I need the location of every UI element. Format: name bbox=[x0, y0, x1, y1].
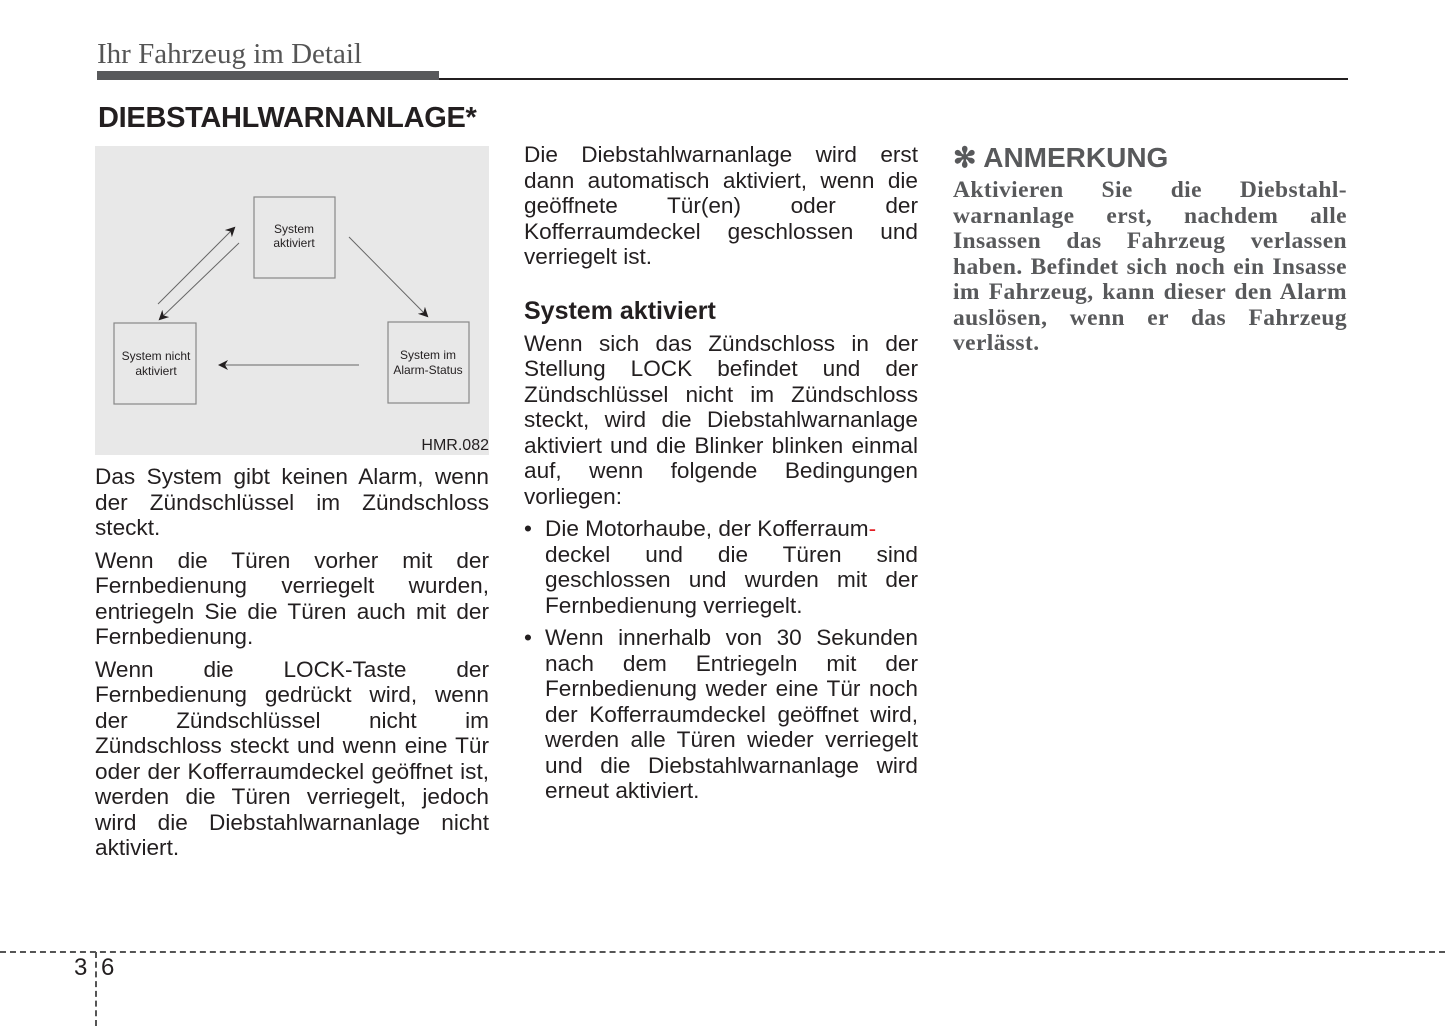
section-heading: System aktiviert bbox=[524, 296, 716, 325]
intro-paragraph: Die Diebstahlwarnanlage wird erst dann automatisch aktiviert, wenn die geöffnete Tür(en) oder der Kofferraumdeckel geschlossen und verriegelt ist. bbox=[524, 142, 918, 269]
note-heading: ✻ ANMERKUNG bbox=[953, 142, 1169, 173]
page-number: 6 bbox=[101, 954, 115, 981]
state-label: aktiviert bbox=[273, 236, 315, 250]
bullet: • bbox=[524, 625, 532, 650]
header-bar bbox=[97, 71, 439, 80]
conditions-list bbox=[524, 516, 918, 804]
arrow-to-inactive bbox=[160, 243, 239, 319]
list-item: • Die Motorhaube, der Kofferraum- deckel und die Türen sind geschlossen und wurden mit der Fernbedienung verriegelt. bbox=[524, 516, 918, 618]
state-label: Alarm-Status bbox=[393, 363, 463, 377]
asterisk-icon: ✻ bbox=[953, 142, 977, 173]
state-label: System im bbox=[399, 348, 457, 362]
footer-rule bbox=[0, 951, 1445, 953]
header-rule bbox=[439, 78, 1348, 80]
column-2 bbox=[524, 142, 918, 811]
figure-code: HMR.082 bbox=[421, 437, 489, 454]
column-1 bbox=[95, 464, 489, 868]
page-title: DIEBSTAHLWARNANLAGE* bbox=[98, 102, 477, 134]
hyphen: - bbox=[868, 516, 877, 541]
state-label: System bbox=[273, 222, 315, 236]
state-label: aktiviert bbox=[135, 364, 177, 378]
bullet: • bbox=[524, 516, 532, 541]
list-item: • Wenn innerhalb von 30 Sekunden nach dem Entriegeln mit der Fernbedienung weder eine Tür noch der Kofferraumdeckel geöffnet wird, werden alle Türen wieder verriegelt und die Diebstahlwarnanlage wird erneut aktiviert. bbox=[524, 625, 918, 803]
paragraph: Wenn die LOCK-Taste der Fernbedienung gedrückt wird, wenn der Zündschlüssel nicht im Zündschloss steckt und wenn eine Tür oder der Kofferraumdeckel geöffnet ist, werden die Türen verriegelt, jedoch wird die Diebstahlwarnanlage nicht aktiviert. bbox=[95, 656, 489, 860]
chapter-number: 3 bbox=[74, 954, 88, 981]
paragraph: Das System gibt keinen Alarm, wenn der Zündschlüssel im Zündschloss steckt. bbox=[95, 464, 489, 540]
state-diagram bbox=[95, 146, 489, 455]
arrow-to-alarm bbox=[349, 237, 427, 316]
paragraph: Wenn die Türen vorher mit der Fernbedienung verriegelt wurden, entriegeln Sie die Türen auch mit der Fernbedienung. bbox=[95, 547, 489, 649]
arrow-to-active bbox=[158, 228, 234, 304]
footer-divider bbox=[95, 952, 97, 1026]
section-header: Ihr Fahrzeug im Detail bbox=[97, 38, 362, 70]
state-label: System nicht bbox=[121, 349, 191, 363]
note-text: Aktivieren Sie die Diebstahl- warnanlage erst, nachdem alle Insassen das Fahrzeug verlassen haben. Befindet sich noch ein Insasse im Fahrzeug, kann dieser den Alarm auslösen, wenn er das Fahrzeug verlässt. bbox=[953, 177, 1347, 356]
paragraph: Wenn sich das Zündschloss in der Stellung LOCK befindet und der Zündschlüssel nicht im Zündschloss steckt, wird die Diebstahlwarnanlage aktiviert und die Blinker blinken einmal auf, wenn folgende Bedingungen vorliegen: bbox=[524, 330, 918, 509]
